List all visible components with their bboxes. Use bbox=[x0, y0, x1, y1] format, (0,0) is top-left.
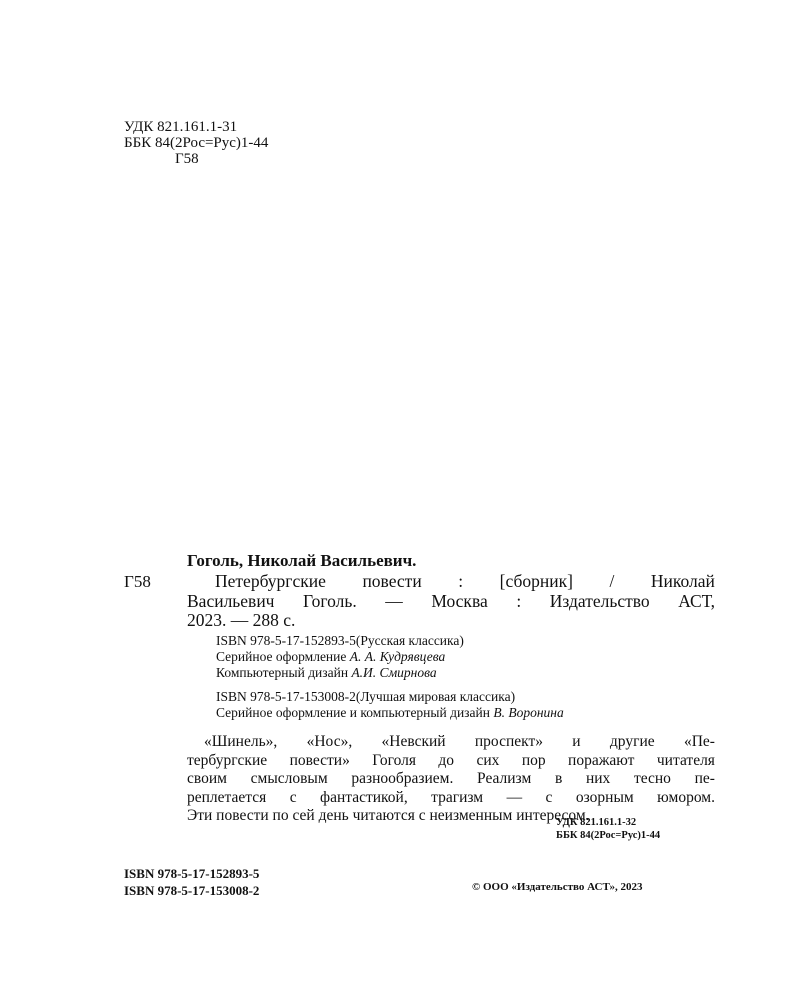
annotation-line bbox=[187, 770, 715, 789]
layout-designer-name: А.И. Смирнова bbox=[351, 665, 437, 680]
entry-word: АСТ, bbox=[678, 590, 715, 611]
series-design-label: Серийное оформление bbox=[216, 649, 350, 664]
annotation bbox=[187, 733, 715, 826]
entry-line-1 bbox=[187, 572, 715, 592]
entry-author: Гоголь, Николай Васильевич. bbox=[187, 551, 417, 570]
entry-word: : bbox=[458, 571, 464, 591]
bottom-isbn-list bbox=[124, 865, 259, 899]
annotation-word: проспект» bbox=[474, 733, 543, 750]
entry-word: : bbox=[516, 590, 522, 611]
annotation-word: смысловым bbox=[250, 770, 328, 787]
annotation-word: в bbox=[554, 770, 563, 787]
annotation-word: — bbox=[506, 788, 523, 806]
annotation-word: с bbox=[545, 788, 553, 806]
annotation-word: Реализм bbox=[477, 770, 532, 787]
entry-word: Москва bbox=[431, 590, 488, 611]
annotation-word: пе- bbox=[694, 770, 715, 787]
top-classification-codes bbox=[124, 119, 268, 167]
bbk-code: ББК 84(2Рос=Рус)1-44 bbox=[124, 135, 269, 151]
annotation-word: озорным bbox=[575, 788, 634, 806]
entry-word: [сборник] bbox=[499, 571, 573, 591]
isbn-line: ISBN 978-5-17-153008-2 bbox=[124, 883, 260, 898]
entry-catalog-code: Г58 bbox=[124, 572, 151, 591]
annotation-word: до bbox=[438, 751, 455, 769]
annotation-word: «Нос», bbox=[306, 733, 353, 750]
annotation-word: сих bbox=[476, 751, 500, 769]
series-design-line bbox=[216, 705, 564, 721]
copyright-notice: © ООО «Издательство АСТ», 2023 bbox=[472, 881, 643, 893]
annotation-word: тесно bbox=[633, 770, 671, 787]
entry-word: Гоголь. bbox=[303, 590, 357, 611]
isbn-line: ISBN 978-5-17-153008-2(Лучшая мировая классика) bbox=[216, 689, 516, 704]
annotation-word: читателя bbox=[656, 751, 715, 769]
annotation-word: юмором. bbox=[657, 788, 715, 806]
annotation-word: тербургские bbox=[187, 751, 268, 769]
series-design-label: Серийное оформление и компьютерный дизайн bbox=[216, 705, 494, 720]
annotation-word: другие bbox=[609, 733, 655, 750]
series-design-line bbox=[216, 649, 464, 665]
isbn-series-2 bbox=[216, 689, 564, 721]
annotation-line: Эти повести по сей день читаются с неизменным интересом. bbox=[187, 807, 590, 824]
annotation-word: них bbox=[585, 770, 611, 787]
entry-word: Васильевич bbox=[187, 590, 275, 611]
annotation-word: и bbox=[572, 733, 581, 750]
annotation-word: «Пе- bbox=[683, 733, 715, 750]
bbk-code: ББК 84(2Рос=Рус)1-44 bbox=[556, 830, 661, 841]
annotation-word: трагизм bbox=[431, 788, 484, 806]
annotation-word: фантастикой, bbox=[320, 788, 408, 806]
annotation-word: пор bbox=[521, 751, 546, 769]
isbn-line: ISBN 978-5-17-152893-5(Русская классика) bbox=[216, 633, 464, 648]
annotation-word: поражают bbox=[568, 751, 635, 769]
entry-word: повести bbox=[362, 571, 422, 591]
entry-word: Издательство bbox=[549, 590, 650, 611]
layout-design-label: Компьютерный дизайн bbox=[216, 665, 352, 680]
isbn-series-1 bbox=[216, 633, 464, 681]
udk-code: УДК 821.161.1-32 bbox=[556, 817, 637, 828]
isbn-line: ISBN 978-5-17-152893-5 bbox=[124, 866, 260, 881]
annotation-word: разнообразием. bbox=[351, 770, 454, 787]
author-mark: Г58 bbox=[175, 151, 199, 167]
annotation-word: с bbox=[289, 788, 297, 806]
annotation-line bbox=[187, 752, 715, 771]
annotation-word: реплетается bbox=[187, 788, 267, 806]
entry-line-3: 2023. — 288 с. bbox=[187, 610, 296, 630]
annotation-word: «Шинель», bbox=[204, 733, 278, 750]
annotation-word: повести» bbox=[289, 751, 350, 769]
annotation-line bbox=[187, 789, 715, 808]
udk-code: УДК 821.161.1-31 bbox=[124, 119, 238, 135]
annotation-line bbox=[187, 733, 715, 752]
entry-word: Петербургские bbox=[215, 571, 326, 591]
bibliographic-entry bbox=[187, 572, 715, 631]
series-designer-name: А. А. Кудрявцева bbox=[349, 649, 446, 664]
right-classification-codes bbox=[556, 816, 660, 842]
entry-word: — bbox=[385, 590, 403, 611]
layout-design-line bbox=[216, 665, 464, 681]
series-designer-name: В. Воронина bbox=[493, 705, 564, 720]
annotation-word: своим bbox=[187, 770, 227, 787]
annotation-word: Гоголя bbox=[372, 751, 416, 769]
entry-word: / bbox=[609, 571, 615, 591]
entry-line-2 bbox=[187, 592, 715, 612]
annotation-word: «Невский bbox=[381, 733, 446, 750]
entry-word: Николай bbox=[650, 571, 715, 591]
